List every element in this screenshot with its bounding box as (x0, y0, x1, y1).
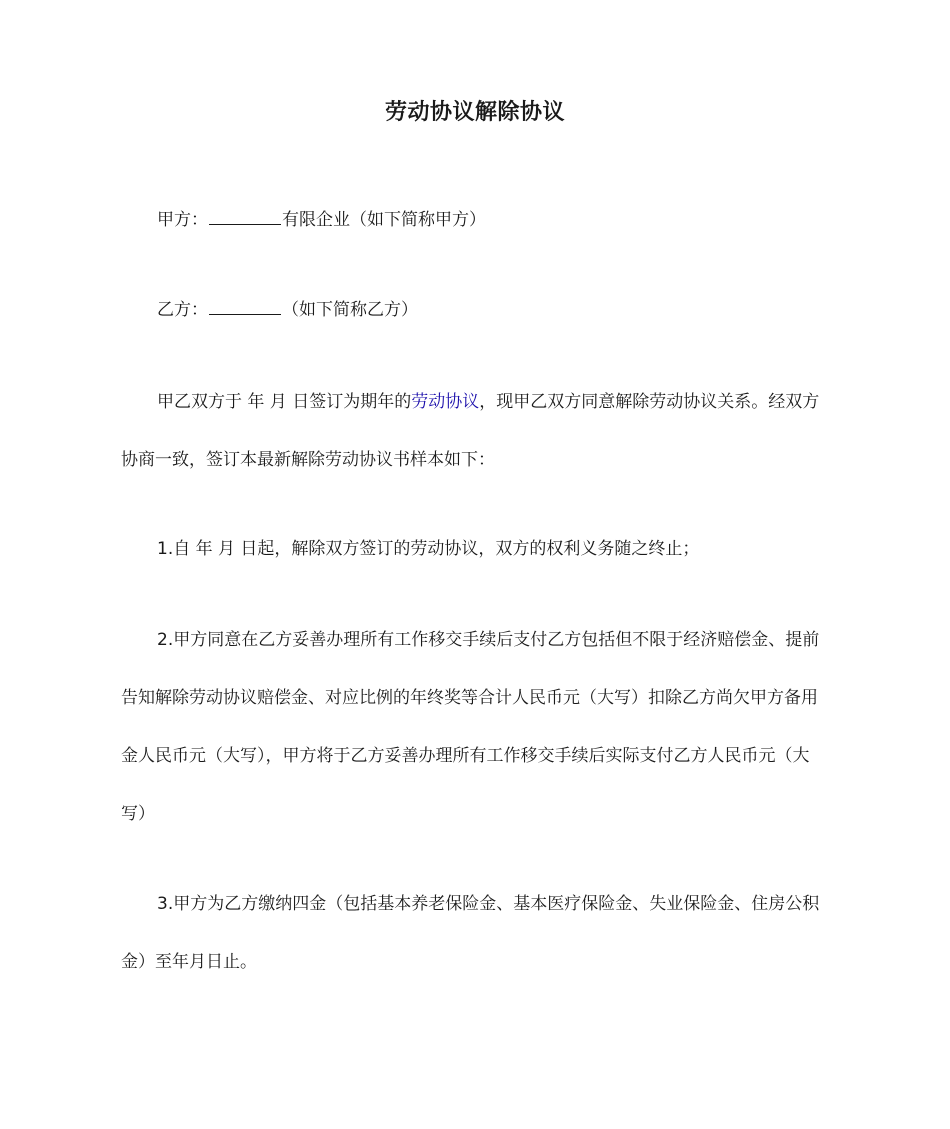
clause-2: 2.甲方同意在乙方妥善办理所有工作移交手续后支付乙方包括但不限于经济赔偿金、提前告知解除劳动协议赔偿金、对应比例的年终奖等合计人民币元（大写）扣除乙方尚欠甲方备用金人民币元（大写），甲方将于乙方妥善办理所有工作移交手续后实际支付乙方人民币元（大写） (121, 630, 820, 824)
intro-paragraph (121, 373, 831, 489)
labor-agreement-link[interactable]: 劳动协议 (411, 392, 480, 412)
clause-3: 3.甲方为乙方缴纳四金（包括基本养老保险金、基本医疗保险金、失业保险金、住房公积金）至年月日止。 (121, 894, 820, 972)
party-b-label: 乙方： (157, 300, 208, 320)
intro-text-before-link: 甲乙双方于 年 月 日签订为期年的 (157, 392, 412, 412)
document-title: 劳动协议解除协议 (384, 100, 565, 125)
party-a-blank (209, 208, 281, 225)
party-b-line (121, 281, 831, 339)
party-b-blank (209, 298, 281, 315)
party-a-suffix: 有限企业（如下简称甲方） (282, 210, 486, 230)
clause-1: 1.自 年 月 日起，解除双方签订的劳动协议，双方的权利义务随之终止； (157, 539, 700, 559)
party-a-label: 甲方： (157, 210, 208, 230)
intro-text-after-link: ，现甲乙双方同意解除劳动协议关系。经双方协商一致，签订本最新解除劳动协议书样本如下： (121, 392, 820, 470)
party-b-suffix: （如下简称乙方） (282, 300, 418, 320)
party-a-line (121, 191, 831, 249)
